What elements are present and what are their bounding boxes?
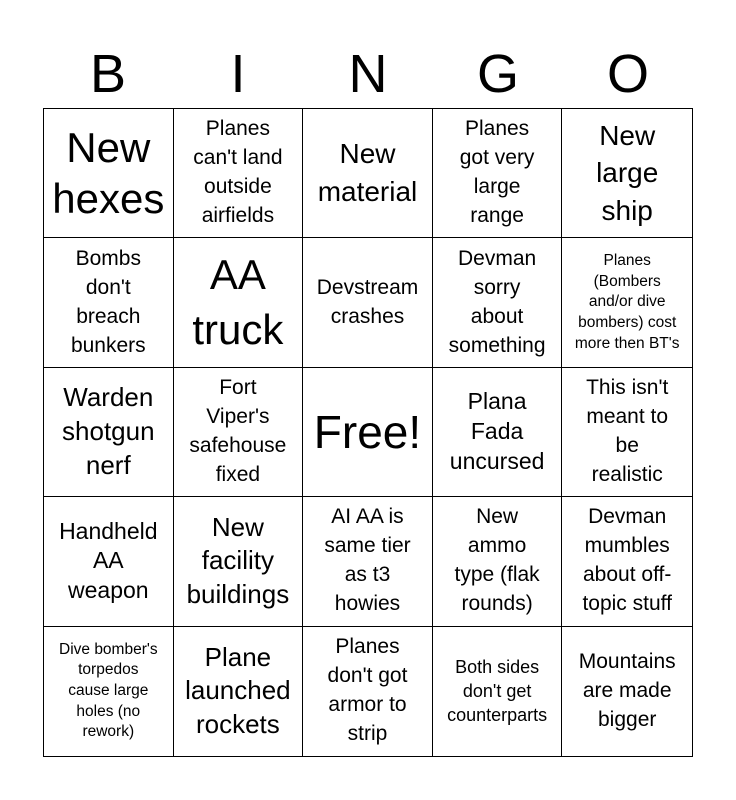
cell-text: AI AA is same tier as t3 howies xyxy=(324,505,411,616)
cell-text: AA truck xyxy=(192,251,284,353)
cell-text: Mountains are made bigger xyxy=(578,649,676,731)
bingo-cell[interactable] xyxy=(44,497,174,626)
header-letter-o: O xyxy=(606,44,649,104)
cell-text: Devman sorry about something xyxy=(448,246,546,357)
cell-text: Plane launched rockets xyxy=(185,641,291,740)
cell-text: Planes can't land outside airfields xyxy=(193,117,283,228)
bingo-cell[interactable] xyxy=(303,497,433,626)
cell-text: Planes got very large range xyxy=(459,117,535,228)
bingo-cell[interactable] xyxy=(174,109,304,238)
bingo-cell[interactable] xyxy=(562,368,692,497)
bingo-cell[interactable] xyxy=(174,238,304,367)
bingo-grid xyxy=(43,108,693,757)
cell-text: Planes (Bombers and/or dive bombers) cost more then BT's xyxy=(574,252,680,352)
cell-text: New ammo type (flak rounds) xyxy=(454,505,540,616)
bingo-cell[interactable] xyxy=(433,627,563,756)
bingo-cell[interactable] xyxy=(174,497,304,626)
header-letter-b: B xyxy=(89,44,127,104)
cell-text: New facility buildings xyxy=(186,511,290,610)
header-letter-n: N xyxy=(348,44,388,104)
cell-text: This isn't meant to be realistic xyxy=(586,376,669,486)
bingo-cell[interactable] xyxy=(44,627,174,756)
bingo-cell[interactable] xyxy=(562,627,692,756)
cell-text: Handheld AA weapon xyxy=(59,517,158,604)
bingo-cell[interactable] xyxy=(174,627,304,756)
cell-text: Warden shotgun nerf xyxy=(62,382,155,480)
bingo-cell[interactable] xyxy=(433,497,563,626)
cell-text: Planes don't got armor to strip xyxy=(327,635,408,746)
bingo-cell[interactable] xyxy=(44,109,174,238)
free-space-cell[interactable] xyxy=(303,368,433,497)
cell-text: Dive bomber's torpedos cause large holes (no rework) xyxy=(59,640,158,741)
cell-text: New large ship xyxy=(596,119,659,227)
bingo-cell[interactable] xyxy=(433,368,563,497)
bingo-cell[interactable] xyxy=(303,238,433,367)
bingo-cell[interactable] xyxy=(562,109,692,238)
cell-text: Devman mumbles about off- topic stuff xyxy=(582,505,672,616)
bingo-cell[interactable] xyxy=(433,109,563,238)
header-letter-g: G xyxy=(476,44,519,104)
cell-text: Free! xyxy=(313,405,422,458)
cell-text: Both sides don't get counterparts xyxy=(447,656,548,726)
header-letter-i: I xyxy=(230,44,246,104)
bingo-cell[interactable] xyxy=(174,368,304,497)
cell-text: New hexes xyxy=(52,123,165,223)
bingo-cell[interactable] xyxy=(44,238,174,367)
cell-text: Fort Viper's safehouse fixed xyxy=(189,376,287,486)
bingo-cell[interactable] xyxy=(303,109,433,238)
cell-text: New material xyxy=(317,138,418,208)
bingo-cell[interactable] xyxy=(562,238,692,367)
cell-text: Bombs don't breach bunkers xyxy=(70,246,146,357)
cell-text: Devstream crashes xyxy=(316,275,419,328)
bingo-cell[interactable] xyxy=(433,238,563,367)
cell-text: Plana Fada uncursed xyxy=(449,388,545,474)
bingo-cell[interactable] xyxy=(44,368,174,497)
bingo-cell[interactable] xyxy=(303,627,433,756)
bingo-header xyxy=(43,40,693,108)
bingo-cell[interactable] xyxy=(562,497,692,626)
